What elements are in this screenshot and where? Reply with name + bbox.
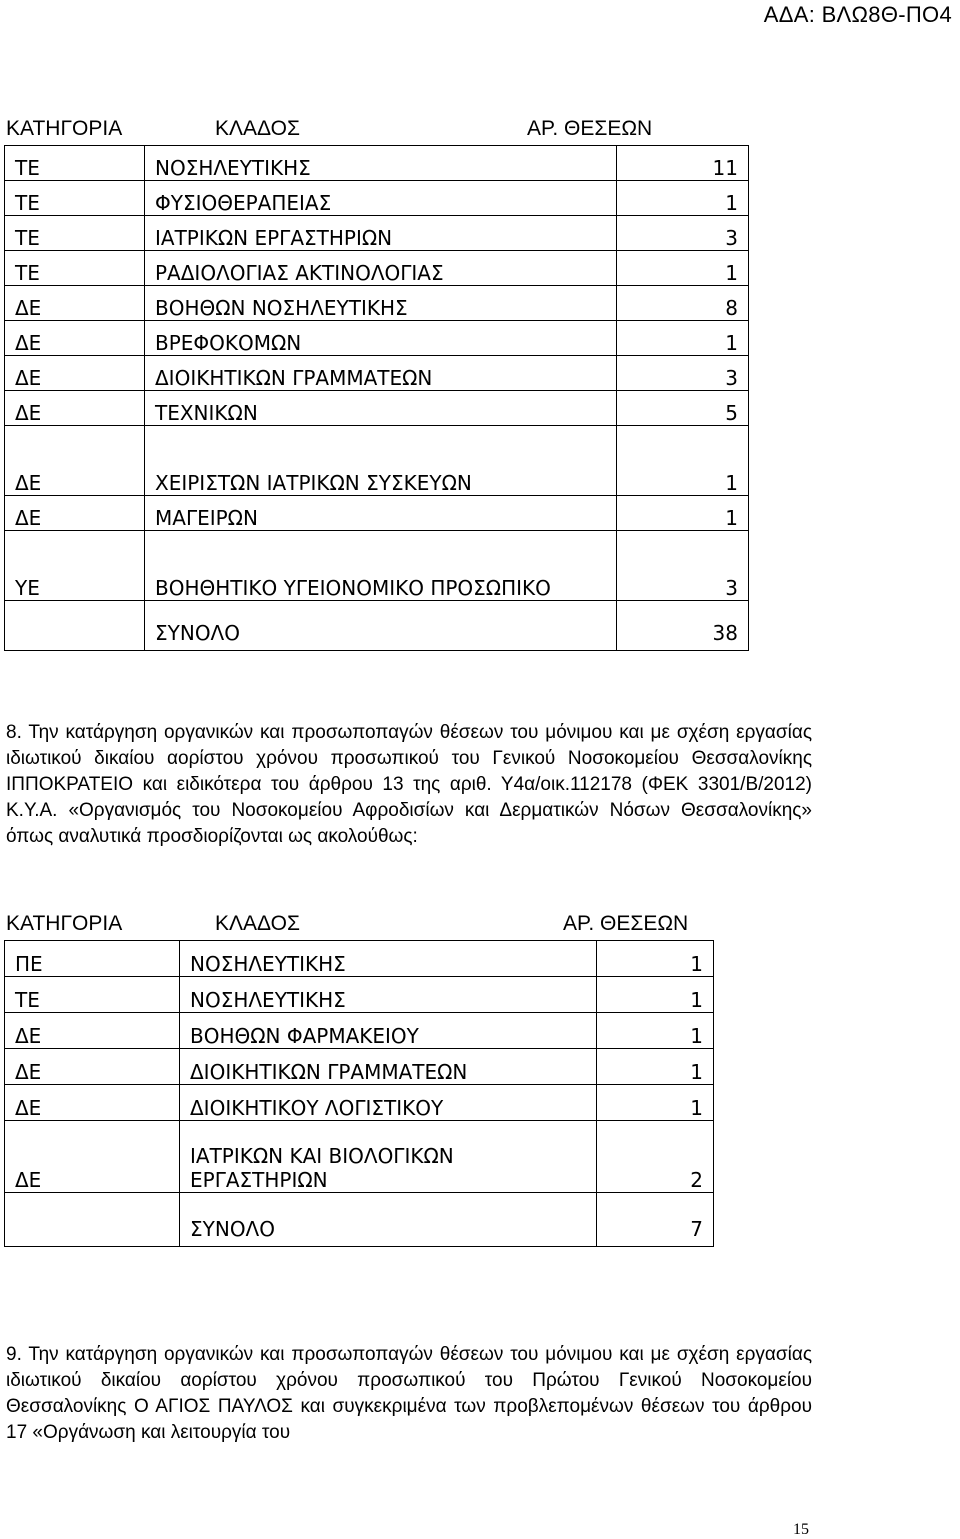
count-cell: 3 [617,356,749,391]
table-row [5,1013,714,1049]
category-cell: ΔΕ [5,391,145,426]
count-cell: 1 [597,977,714,1013]
empty-cell [180,1193,597,1213]
table1-header-category: ΚΑΤΗΓΟΡΙΑ [6,117,123,140]
table-row [5,531,749,601]
category-cell: ΤΕ [5,181,145,216]
category-cell: ΤΕ [5,251,145,286]
positions-table-1 [4,145,749,651]
category-cell: ΔΕ [5,1013,180,1049]
spacer-row [5,1193,714,1213]
category-cell: ΔΕ [5,1049,180,1085]
branch-cell: ΒΡΕΦΟΚΟΜΩΝ [145,321,617,356]
empty-cell [145,601,617,617]
count-cell: 1 [597,1049,714,1085]
category-cell: ΤΕ [5,146,145,181]
table1-header-positions: ΑΡ. ΘΕΣΕΩΝ [527,117,653,140]
category-cell: ΔΕ [5,1121,180,1193]
empty-cell [617,601,749,617]
table-row [5,1121,714,1193]
table-row [5,321,749,356]
table-row [5,146,749,181]
ada-code: ΑΔΑ: ΒΛΩ8Θ-ΠΟ4 [763,2,952,27]
branch-cell: ΝΟΣΗΛΕΥΤΙΚΗΣ [180,977,597,1013]
branch-cell: ΝΟΣΗΛΕΥΤΙΚΗΣ [145,146,617,181]
count-cell: 1 [617,181,749,216]
branch-cell: ΔΙΟΙΚΗΤΙΚΩΝ ΓΡΑΜΜΑΤΕΩΝ [145,356,617,391]
table2-header-category: ΚΑΤΗΓΟΡΙΑ [6,912,123,935]
table-row [5,356,749,391]
count-cell: 1 [597,1013,714,1049]
branch-cell: ΤΕΧΝΙΚΩΝ [145,391,617,426]
branch-cell: ΒΟΗΘΗΤΙΚΟ ΥΓΕΙΟΝΟΜΙΚΟ ΠΡΟΣΩΠΙΚΟ [145,531,617,601]
table-row [5,496,749,531]
count-cell: 1 [617,251,749,286]
category-cell: ΔΕ [5,356,145,391]
paragraph-9: 9. Την κατάργηση οργανικών και προσωποπαγών θέσεων του μόνιμου και με σχέση εργασίας ιδιωτικού δικαίου αορίστου χρόνου προσωπικού του Πρώτου Γενικού Νοσοκομείου Θεσσαλονίκης Ο ΑΓΙΟΣ ΠΑΥΛΟΣ και συγκεκριμένα των προβλεπομένων θέσεων του άρθρου 17 «Οργάνωση και λειτουργία του [6,1344,812,1443]
total-value: 38 [617,617,749,651]
count-cell: 1 [597,941,714,977]
total-label: ΣΥΝΟΛΟ [180,1213,597,1247]
count-cell: 3 [617,531,749,601]
table-row [5,181,749,216]
total-label: ΣΥΝΟΛΟ [145,617,617,651]
count-cell: 1 [617,496,749,531]
table-row [5,216,749,251]
table-row [5,391,749,426]
table-row [5,1049,714,1085]
branch-cell: ΡΑΔΙΟΛΟΓΙΑΣ ΑΚΤΙΝΟΛΟΓΙΑΣ [145,251,617,286]
branch-cell: ΔΙΟΙΚΗΤΙΚΟΥ ΛΟΓΙΣΤΙΚΟΥ [180,1085,597,1121]
category-cell: ΤΕ [5,216,145,251]
category-cell: ΥΕ [5,531,145,601]
branch-cell: ΒΟΗΘΩΝ ΦΑΡΜΑΚΕΙΟΥ [180,1013,597,1049]
category-cell: ΔΕ [5,286,145,321]
empty-cell [5,601,145,651]
category-cell: ΔΕ [5,1085,180,1121]
table-row [5,977,714,1013]
branch-cell: ΔΙΟΙΚΗΤΙΚΩΝ ΓΡΑΜΜΑΤΕΩΝ [180,1049,597,1085]
category-cell: ΤΕ [5,977,180,1013]
branch-cell: ΦΥΣΙΟΘΕΡΑΠΕΙΑΣ [145,181,617,216]
count-cell: 1 [597,1085,714,1121]
count-cell: 11 [617,146,749,181]
count-cell: 3 [617,216,749,251]
table-row [5,286,749,321]
category-cell: ΔΕ [5,496,145,531]
paragraph-8: 8. Την κατάργηση οργανικών και προσωποπαγών θέσεων του μόνιμου και με σχέση εργασίας ιδιωτικού δικαίου αορίστου χρόνου προσωπικού του Γενικού Νοσοκομείου Θεσσαλονίκης ΙΠΠΟΚΡΑΤΕΙΟ και ειδικότερα του άρθρου 13 της αριθ. Υ4α/οικ.112178 (ΦΕΚ 3301/Β/2012) Κ.Υ.Α. «Οργανισμός του Νοσοκομείου Αφροδισίων και Δερματικών Νόσων Θεσσαλονίκης» όπως αναλυτικά προσδιορίζονται ως ακολούθως: [6,722,812,847]
page-number: 15 [793,1521,809,1538]
count-cell: 1 [617,426,749,496]
category-cell: ΠΕ [5,941,180,977]
category-cell: ΔΕ [5,321,145,356]
count-cell: 2 [597,1121,714,1193]
table-row [5,251,749,286]
table-row [5,1085,714,1121]
branch-cell: ΝΟΣΗΛΕΥΤΙΚΗΣ [180,941,597,977]
count-cell: 5 [617,391,749,426]
table-row [5,941,714,977]
branch-cell: ΙΑΤΡΙΚΩΝ ΚΑΙ ΒΙΟΛΟΓΙΚΩΝ ΕΡΓΑΣΤΗΡΙΩΝ [180,1121,597,1193]
category-cell: ΔΕ [5,426,145,496]
total-value: 7 [597,1213,714,1247]
positions-table-2 [4,940,714,1247]
count-cell: 8 [617,286,749,321]
table2-header-positions: ΑΡ. ΘΕΣΕΩΝ [563,912,689,935]
table-row [5,426,749,496]
table1-header-branch: ΚΛΑΔΟΣ [215,117,300,140]
empty-cell [5,1193,180,1247]
spacer-row [5,601,749,617]
empty-cell [597,1193,714,1213]
branch-cell: ΧΕΙΡΙΣΤΩΝ ΙΑΤΡΙΚΩΝ ΣΥΣΚΕΥΩΝ [145,426,617,496]
branch-cell: ΒΟΗΘΩΝ ΝΟΣΗΛΕΥΤΙΚΗΣ [145,286,617,321]
branch-cell: ΜΑΓΕΙΡΩΝ [145,496,617,531]
table2-header-branch: ΚΛΑΔΟΣ [215,912,300,935]
count-cell: 1 [617,321,749,356]
branch-cell: ΙΑΤΡΙΚΩΝ ΕΡΓΑΣΤΗΡΙΩΝ [145,216,617,251]
